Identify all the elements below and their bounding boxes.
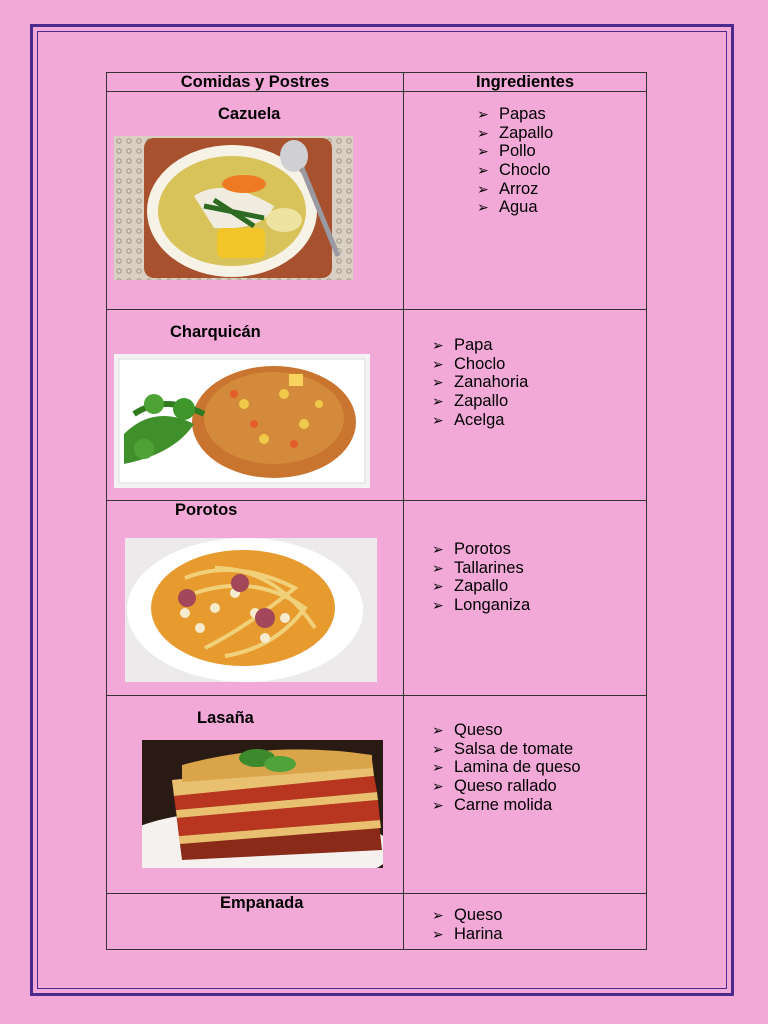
ingredient-label: Pollo [499,142,536,161]
ingredient-label: Tallarines [454,558,524,577]
list-item [477,124,553,143]
list-item [477,142,553,161]
arrowhead-bullet-icon: ➢ [477,162,489,179]
list-item [432,411,528,430]
ingredient-label: Agua [499,198,538,217]
list-item [432,925,503,944]
charquican-photo [114,354,370,488]
list-item [432,758,581,777]
arrowhead-bullet-icon: ➢ [477,143,489,160]
food-table [106,72,647,950]
ingredient-label: Queso [454,721,503,739]
dish-name: Lasaña [197,709,254,727]
list-item [477,161,553,180]
dish-cell [107,696,404,894]
list-item [477,198,553,217]
arrowhead-bullet-icon: ➢ [432,355,444,372]
dish-name: Porotos [175,501,238,519]
ingredient-label: Zapallo [499,123,554,142]
header-dishes: Comidas y Postres [107,73,404,92]
dish-cell [107,310,404,501]
list-item [432,577,530,596]
arrowhead-bullet-icon: ➢ [432,559,444,576]
dish-name: Cazuela [218,105,281,123]
list-item [432,373,528,392]
dish-cell [107,894,404,950]
list-item [432,355,528,374]
ingredients-cell [404,696,647,894]
ingredient-label: Zanahoria [454,373,529,392]
arrowhead-bullet-icon: ➢ [432,778,444,795]
dish-name: Empanada [220,894,304,912]
dish-cell [107,92,404,310]
ingredient-label: Queso [454,906,503,924]
ingredient-list [432,336,528,429]
ingredient-label: Salsa de tomate [454,739,574,758]
ingredient-label: Porotos [454,540,511,558]
list-item [432,336,528,355]
list-item [432,777,581,796]
arrowhead-bullet-icon: ➢ [432,796,444,813]
ingredient-label: Acelga [454,410,505,429]
arrowhead-bullet-icon: ➢ [432,907,444,923]
cazuela-photo [114,136,353,280]
arrowhead-bullet-icon: ➢ [432,374,444,391]
arrowhead-bullet-icon: ➢ [432,411,444,428]
ingredients-cell [404,894,647,950]
list-item [432,392,528,411]
arrowhead-bullet-icon: ➢ [432,722,444,738]
list-item [432,740,581,759]
arrowhead-bullet-icon: ➢ [432,578,444,595]
list-item [432,796,581,815]
arrowhead-bullet-icon: ➢ [477,106,489,122]
list-item [432,559,530,578]
table-row [107,696,647,894]
table-row [107,894,647,950]
ingredient-list [432,540,530,615]
porotos-photo [125,538,377,682]
ingredient-label: Arroz [499,179,539,198]
arrowhead-bullet-icon: ➢ [432,925,444,942]
ingredient-label: Harina [454,924,503,943]
ingredient-label: Zapallo [454,392,509,411]
ingredient-list [432,721,581,814]
ingredient-label: Choclo [499,161,551,180]
table-header-row [107,73,647,92]
ingredient-list [432,906,503,943]
arrowhead-bullet-icon: ➢ [432,393,444,410]
table-row [107,310,647,501]
ingredient-label: Zapallo [454,577,509,596]
ingredients-cell [404,92,647,310]
list-item [477,180,553,199]
ingredient-label: Papas [499,105,546,123]
list-item [432,906,503,925]
arrowhead-bullet-icon: ➢ [432,740,444,757]
ingredient-label: Choclo [454,354,506,373]
arrowhead-bullet-icon: ➢ [477,124,489,141]
list-item [432,540,530,559]
lasagna-photo [142,740,383,868]
table-row [107,92,647,310]
list-item [477,105,553,124]
dish-name: Charquicán [170,323,261,341]
ingredient-label: Carne molida [454,795,553,814]
ingredient-label: Queso rallado [454,777,557,796]
arrowhead-bullet-icon: ➢ [432,597,444,614]
ingredient-label: Longaniza [454,596,531,615]
arrowhead-bullet-icon: ➢ [432,541,444,557]
ingredient-list [477,105,553,217]
table-row [107,501,647,696]
arrowhead-bullet-icon: ➢ [432,759,444,776]
arrowhead-bullet-icon: ➢ [477,199,489,216]
ingredients-cell [404,310,647,501]
ingredient-label: Lamina de queso [454,758,581,777]
arrowhead-bullet-icon: ➢ [477,180,489,197]
header-ingredients: Ingredientes [404,73,647,92]
arrowhead-bullet-icon: ➢ [432,337,444,353]
list-item [432,596,530,615]
ingredients-cell [404,501,647,696]
ingredient-label: Papa [454,336,493,354]
dish-cell [107,501,404,696]
list-item [432,721,581,740]
